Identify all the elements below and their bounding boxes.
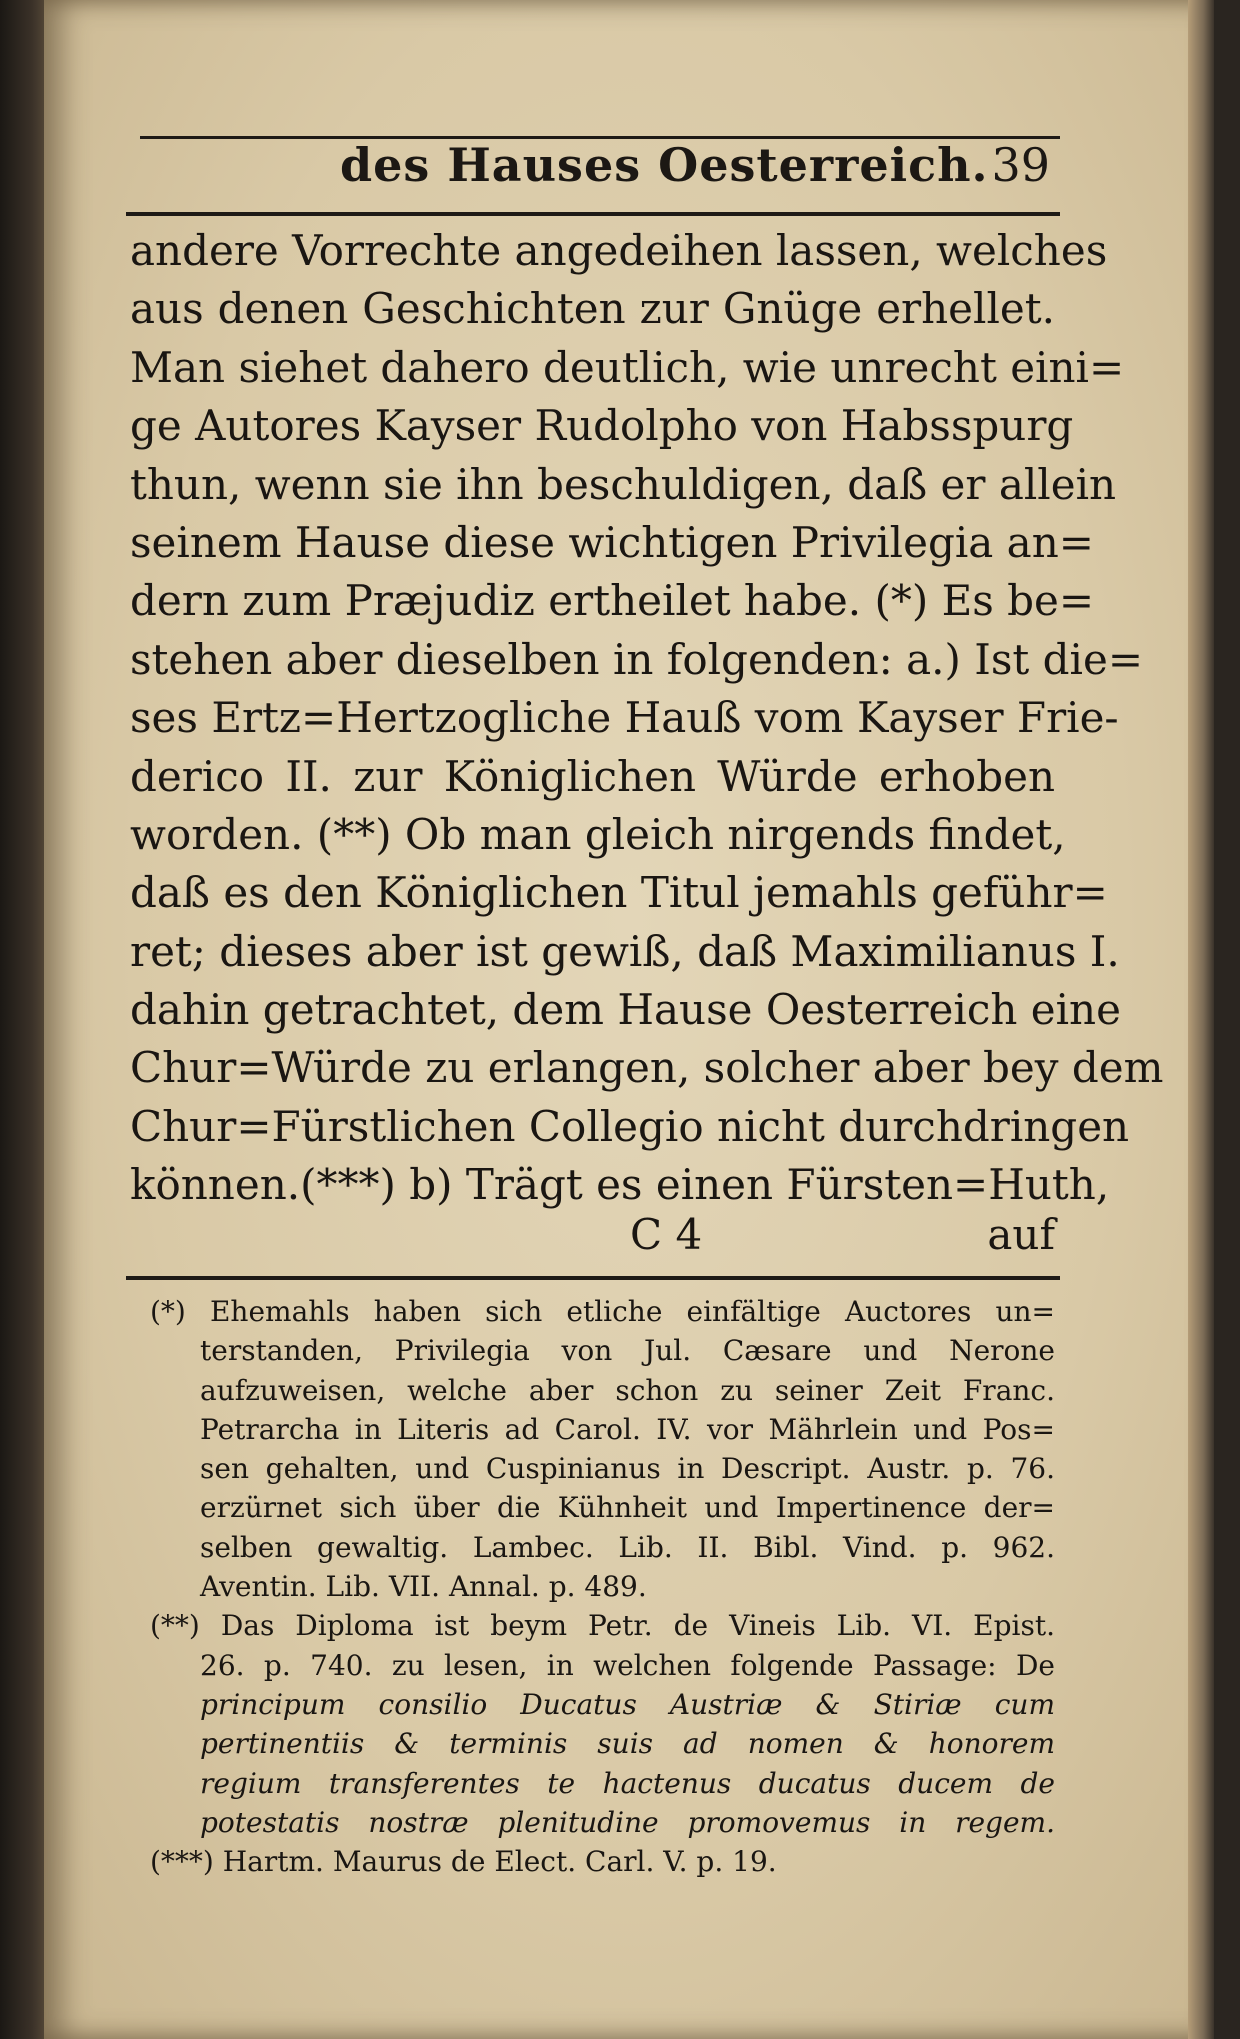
footnote-line: selben gewaltig. Lambec. Lib. II. Bibl. Vind. p. 962. [200,1530,1055,1564]
text-line: Chur=Fürstlichen Collegio nicht durchdringen [130,1101,1130,1151]
footnote-line: sen gehalten, und Cuspinianus in Descript. Austr. p. 76. [200,1452,1055,1486]
footnote-line: regium transferentes te hactenus ducatus ducem de [200,1766,1055,1800]
footnote-rule [126,1276,1060,1280]
signature-line [130,1210,1055,1266]
footnote-line: (**) Das Diploma ist beym Petr. de Vineis Lib. VI. Epist. [150,1609,1055,1643]
header-rule-bottom [126,212,1060,216]
text-line: andere Vorrechte angedeihen lassen, welches [130,226,1108,275]
footnotes [150,1292,1055,1881]
text-line: dahin getrachtet, dem Hause Oesterreich eine [130,985,1121,1035]
text-line: aus denen Geschichten zur Gnüge erhellet. [130,284,1055,334]
main-text [130,222,1164,1215]
text-line: ses Ertz=Hertzogliche Hauß vom Kayser Frie- [130,693,1119,743]
page-edge [1188,0,1214,2039]
footnote-line: Aventin. Lib. VII. Annal. p. 489. [200,1570,647,1604]
footnote-line: terstanden, Privilegia von Jul. Cæsare und Nerone [200,1334,1055,1368]
text-line: daß es den Königlichen Titul jemahls geführ= [130,868,1108,918]
text-line: thun, wenn sie ihn beschuldigen, daß er allein [130,459,1117,509]
text-line: können.(***) b) Trägt es einen Fürsten=Huth, [130,1160,1110,1210]
text-line: stehen aber dieselben in folgenden: a.) Ist die= [130,634,1144,684]
footnote-line: (*) Ehemahls haben sich etliche einfältige Auctores un= [150,1295,1055,1328]
footnote-line: aufzuweisen, welche aber schon zu seiner Zeit Franc. [200,1373,1055,1407]
footnote-line: (***) Hartm. Maurus de Elect. Carl. V. p. 19. [150,1845,777,1879]
text-line: seinem Hause diese wichtigen Privilegia an= [130,517,1094,567]
text-line: Chur=Würde zu erlangen, solcher aber bey dem [130,1043,1164,1093]
text-line: ret; dieses aber ist gewiß, daß Maximilianus I. [130,926,1120,976]
text-line: derico II. zur Königlichen Würde erhoben [130,751,1055,801]
footnote-line: pertinentiis & terminis suis ad nomen & honorem [200,1727,1055,1761]
text-line: Man siehet dahero deutlich, wie unrecht eini= [130,342,1125,392]
footnote-line: principum consilio Ducatus Austriæ & Stiriæ cum [200,1687,1055,1721]
page-number: 39 [991,138,1050,192]
page-header [140,132,1060,202]
footnote-line: erzürnet sich über die Kühnheit und Impertinence der= [200,1491,1055,1525]
footnote-line: potestatis nostræ plenitudine promovemus in regem. [200,1805,1055,1839]
text-line: worden. (**) Ob man gleich nirgends findet, [130,809,1066,859]
footnote-line: Petrarcha in Literis ad Carol. IV. vor Mährlein und Pos= [200,1412,1055,1446]
text-line: dern zum Præjudiz ertheilet habe. (*) Es be= [130,576,1095,626]
catchword: auf [987,1210,1055,1259]
signature-mark: C 4 [630,1210,703,1259]
text-line: ge Autores Kayser Rudolpho von Habsspurg [130,401,1074,451]
footnote-line: 26. p. 740. zu lesen, in welchen folgende Passage: De [200,1648,1055,1682]
running-head: des Hauses Oesterreich. [340,138,989,192]
